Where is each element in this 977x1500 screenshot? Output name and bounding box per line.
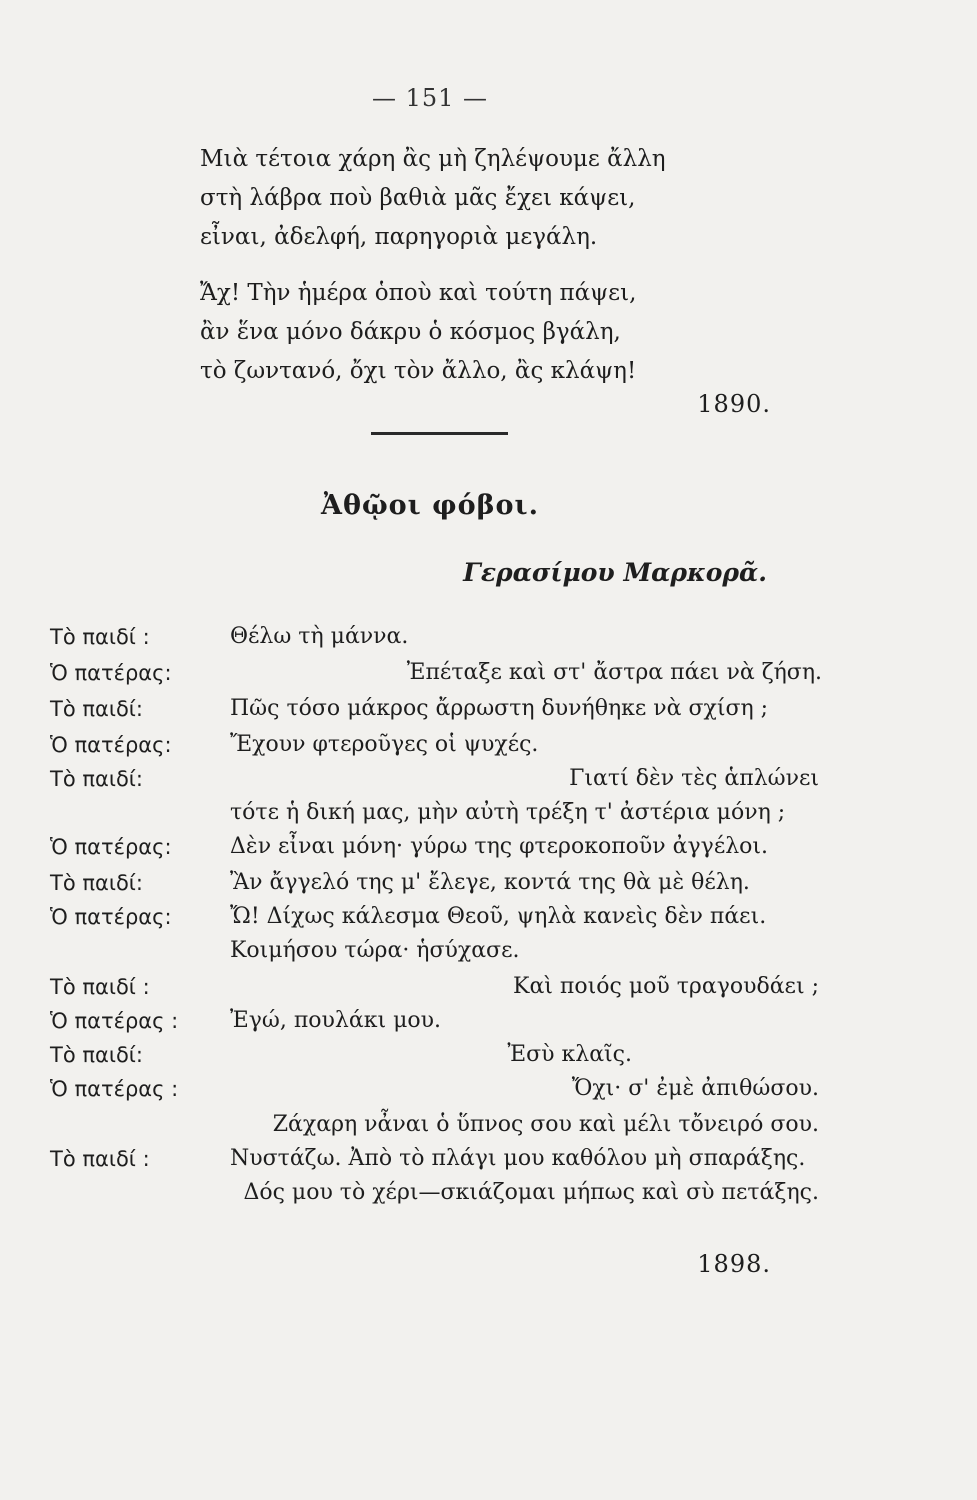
dialogue-text: Ἐσὺ κλαῖς.: [507, 1042, 632, 1067]
dialogue-line: [0, 970, 977, 1004]
speaker-label: Τὸ παιδί :: [50, 975, 150, 999]
speaker-label: Ὁ πατέρας:: [50, 661, 172, 685]
speaker-label: Ὁ πατέρας:: [50, 905, 172, 929]
dialogue-text: Ἐπέταξε καὶ στ' ἄστρα πάει νὰ ζήση.: [406, 660, 822, 685]
dialogue-text: Πῶς τόσο μάκρος ἄρρωστη δυνήθηκε νὰ σχίση ;: [230, 696, 769, 721]
dialogue-line: [0, 1038, 977, 1072]
dialogue-line: [0, 866, 977, 900]
dialogue-text: Ἐγώ, πουλάκι μου.: [230, 1008, 441, 1033]
dialogue-line: [0, 620, 977, 654]
dialogue-text: Ἂν ἄγγελό της μ' ἔλεγε, κοντά της θὰ μὲ θέλη.: [230, 870, 750, 895]
dialogue-text: Καὶ ποιός μοῦ τραγουδάει ;: [513, 974, 819, 999]
dialogue-text: Δὲν εἶναι μόνη· γύρω της φτεροκοποῦν ἀγγέλοι.: [230, 834, 769, 859]
dialogue-line: [0, 1108, 977, 1142]
dialogue-text: Κοιμήσου τώρα· ἡσύχασε.: [230, 938, 520, 963]
page-number: — 151 —: [371, 84, 489, 112]
speaker-label: Ὁ πατέρας:: [50, 733, 172, 757]
dialogue-line: [0, 796, 977, 830]
section-divider: [371, 432, 508, 435]
dialogue-line: [0, 1072, 977, 1106]
dialogue-line: [0, 1142, 977, 1176]
speaker-label: Τὸ παιδί:: [50, 767, 143, 791]
dialogue-line: [0, 900, 977, 934]
poem1-date: 1890.: [697, 390, 771, 418]
dialogue-text: τότε ἡ δική μας, μὴν αὐτὴ τρέξη τ' ἀστέρια μόνη ;: [230, 800, 786, 825]
speaker-label: Ὁ πατέρας:: [50, 835, 172, 859]
dialogue-line: [0, 1176, 977, 1210]
poem1-stanza-1: [200, 140, 666, 257]
verse-line: τὸ ζωντανό, ὄχι τὸν ἄλλο, ἂς κλάψη!: [200, 358, 637, 384]
dialogue-line: [0, 762, 977, 796]
speaker-label: Τὸ παιδί:: [50, 1043, 143, 1067]
dialogue-line: [0, 728, 977, 762]
speaker-label: Τὸ παιδί :: [50, 625, 150, 649]
verse-line: στὴ λάβρα ποὺ βαθιὰ μᾶς ἔχει κάψει,: [200, 185, 636, 211]
dialogue-text: Ζάχαρη νἆναι ὁ ὕπνος σου καὶ μέλι τὄνειρό σου.: [272, 1112, 819, 1137]
dialogue-line: [0, 1004, 977, 1038]
verse-line: Μιὰ τέτοια χάρη ἂς μὴ ζηλέψουμε ἄλλη: [200, 146, 666, 172]
verse-line: εἶναι, ἀδελφή, παρηγοριὰ μεγάλη.: [200, 224, 598, 250]
dialogue-text: Δός μου τὸ χέρι—σκιάζομαι μήπως καὶ σὺ πετάξης.: [243, 1180, 819, 1205]
speaker-label: Τὸ παιδί:: [50, 871, 143, 895]
dialogue-text: Ἔχουν φτεροῦγες οἱ ψυχές.: [230, 732, 539, 757]
dialogue-line: [0, 934, 977, 968]
dialogue-text: Θέλω τὴ μάννα.: [230, 624, 409, 649]
dialogue-line: [0, 656, 977, 690]
dialogue-text: Νυστάζω. Ἀπὸ τὸ πλάγι μου καθόλου μὴ σπαράξης.: [230, 1146, 806, 1171]
dialogue-line: [0, 692, 977, 726]
speaker-label: Ὁ πατέρας :: [50, 1009, 179, 1033]
dialogue-text: Ὄχι· σ' ἐμὲ ἀπιθώσου.: [571, 1076, 819, 1101]
speaker-label: Ὁ πατέρας :: [50, 1077, 179, 1101]
dialogue-text: Γιατί δὲν τὲς ἁπλώνει: [569, 766, 819, 791]
verse-line: Ἄχ! Τὴν ἡμέρα ὁποὺ καὶ τούτη πάψει,: [200, 280, 637, 306]
dialogue-text: Ὤ! Δίχως κάλεσμα Θεοῦ, ψηλὰ κανεὶς δὲν πάει.: [230, 904, 767, 929]
poem-title: Ἀθῷοι φόβοι.: [321, 490, 539, 521]
speaker-label: Τὸ παιδί:: [50, 697, 143, 721]
speaker-label: Τὸ παιδί :: [50, 1147, 150, 1171]
poem1-stanza-2: [200, 274, 636, 391]
poem2-date: 1898.: [697, 1250, 771, 1278]
verse-line: ἂν ἕνα μόνο δάκρυ ὁ κόσμος βγάλη,: [200, 319, 621, 345]
poem-author: Γερασίμου Μαρκορᾶ.: [463, 558, 767, 587]
dialogue-line: [0, 830, 977, 864]
